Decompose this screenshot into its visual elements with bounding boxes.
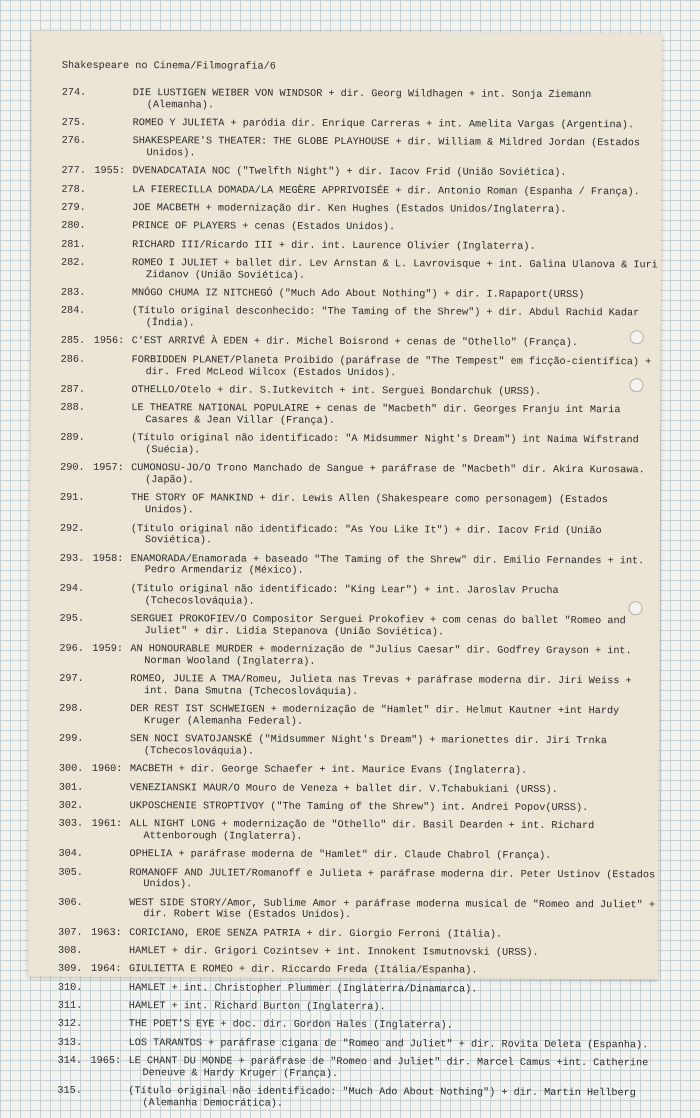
entry-text: THE STORY OF MANKIND + dir. Lewis Allen (Shakespeare como personagem) (Estados Unidos).: [131, 493, 608, 517]
filmography-entry: [30, 463, 660, 489]
filmography-entry: [29, 764, 659, 779]
entry-number: 290.: [60, 463, 85, 475]
entry-text: (Título original desconhecido: "The Taming of the Shrew") + dir. Abdul Rachid Kadar (Índia).: [131, 306, 640, 330]
filmography-entry: [32, 136, 662, 162]
entry-text: SHAKESPEARE'S THEATER: THE GLOBE PLAYHOUSE + dir. William & Mildred Jordan (Estados Unidos).: [132, 136, 641, 160]
entry-text: SEN NOCI SVATOJANSKÉ ("Midsummer Night's Dream") + marionettes dir. Jirí Trnka (Tchecoslováquia).: [129, 734, 607, 758]
entry-year: 1959:: [92, 643, 123, 655]
entry-number: 284.: [60, 306, 86, 318]
entry-text: AN HONOURABLE MURDER + modernização de "Julius Caesar" dir. Godfrey Grayson + int. Norman Wooland (Inglaterra).: [130, 643, 632, 668]
typewritten-page: [28, 31, 662, 1110]
filmography-entry: [27, 1055, 657, 1081]
entry-text: LOS TARANTOS + paráfrase cigana de "Romeo and Juliet" + dir. Rovita Deleta (Espanha).: [128, 1037, 649, 1051]
filmography-entry: [31, 336, 661, 351]
entry-text: DER REST IST SCHWEIGEN + modernização de "Hamlet" dir. Helmut Kautner +int Hardy Kruger (Alemanha Federal).: [130, 704, 620, 728]
entry-text: ROMEO, JULIE A TMA/Romeu, Julieta nas Trevas + paráfrase moderna dir. Jiri Weiss + int. Dana Smutna (Tchecoslováquia).: [130, 674, 632, 698]
entry-number: 274.: [61, 87, 87, 99]
entry-number: 277.: [61, 166, 86, 178]
entry-text: WEST SIDE STORY/Amor, Sublime Amor + paráfrase moderna musical de "Romeo and Juliet" + dir. Robert Wise (Estados Unidos).: [129, 897, 656, 922]
entry-number: 312.: [57, 1018, 83, 1031]
filmography-entry: [31, 239, 661, 254]
entry-text: JOE MACBETH + modernização dir. Ken Hughes (Estados Unidos/Inglaterra).: [132, 203, 567, 217]
entry-text: HAMLET + int. Richard Burton (Inglaterra).: [128, 1000, 386, 1014]
entry-number: 311.: [57, 1000, 83, 1012]
filmography-entry: [29, 674, 659, 700]
filmography-entry: [29, 644, 659, 670]
filmography-entry: [31, 166, 661, 181]
entry-number: 287.: [60, 384, 85, 396]
entry-text: LE CHANT DU MONDE + paráfrase de "Romeo and Juliet" dir. Marcel Camus +int. Catherine Deneuve & Hardy Kruger (França).: [128, 1055, 649, 1080]
entry-text: UKPOSCHENIE STROPTIVOY ("The Taming of the Shrew") int. Andrei Popov(URSS).: [129, 800, 589, 814]
entry-number: 308.: [58, 945, 83, 957]
filmography-entry: [29, 613, 659, 639]
entry-number: 292.: [59, 523, 85, 535]
entry-text: MACBETH + dir. George Schaefer + int. Maurice Evans (Inglaterra).: [129, 764, 528, 778]
entry-number: 283.: [60, 287, 86, 299]
filmography-entry: [29, 734, 659, 760]
entry-text: MNÓGO CHUMA IZ NITCHEGÓ ("Much Ado About Nothing") + dir. I.Rapaport(URSS): [131, 288, 585, 302]
filmography-entry: [28, 946, 658, 961]
filmography-entry: [30, 523, 660, 549]
entry-number: 310.: [57, 982, 83, 994]
entry-year: 1960:: [91, 764, 123, 776]
filmography-list: [27, 88, 661, 1118]
entry-number: 296.: [59, 643, 84, 655]
entry-text: OPHELIA + paráfrase moderna de "Hamlet" dir. Claude Chabrol (França).: [129, 849, 552, 863]
entry-year: 1957:: [93, 463, 124, 475]
filmography-entry: [28, 1001, 658, 1016]
entry-number: 304.: [58, 849, 83, 861]
entry-number: 279.: [61, 202, 86, 214]
entry-text: CORICIANO, EROE SENZA PATRIA + dir. Giorgio Ferroni (Itália).: [129, 927, 503, 941]
entry-number: 293.: [59, 553, 85, 565]
entry-number: 315.: [57, 1085, 82, 1097]
filmography-entry: [28, 964, 658, 979]
entry-number: 307.: [58, 927, 83, 939]
filmography-entry: [28, 927, 658, 942]
entry-text: FORBIDDEN PLANET/Planeta Proibido (paráfrase de "The Tempest" em ficção-científica) + dir. Fred McLeod Wilcox (Estados Unidos).: [131, 354, 652, 379]
filmography-entry: [31, 203, 661, 218]
entry-year: 1961:: [91, 819, 123, 831]
entry-number: 298.: [59, 703, 84, 715]
filmography-entry: [30, 403, 660, 429]
entry-text: OTHELLO/Otelo + dir. S.Iutkevitch + int. Serguei Bondarchuk (URSS).: [131, 384, 542, 398]
entry-text: ALL NIGHT LONG + modernização de "Othello" dir. Basil Dearden + int. Richard Attenborough (Inglaterra).: [129, 819, 595, 843]
entry-number: 286.: [60, 354, 86, 366]
filmography-entry: [31, 258, 661, 284]
punch-hole: [629, 601, 643, 615]
filmography-entry: [31, 184, 661, 199]
filmography-entry: [28, 849, 658, 864]
filmography-entry: [29, 782, 659, 797]
filmography-entry: [32, 118, 662, 133]
entry-text: HAMLET + int. Christopher Plummer (Inglaterra/Dinamarca).: [128, 982, 478, 996]
filmography-entry: [31, 288, 661, 303]
entry-text: VENEZIANSKI MAUR/O Mouro de Veneza + ballet dir. V.Tchabukiani (URSS).: [129, 782, 558, 796]
entry-number: 295.: [59, 613, 84, 625]
entry-year: 1964:: [90, 964, 122, 976]
filmography-entry: [29, 819, 659, 845]
entry-number: 280.: [61, 221, 86, 233]
entry-number: 288.: [60, 402, 85, 415]
filmography-entry: [30, 583, 660, 609]
entry-text: DIE LUSTIGEN WEIBER VON WINDSOR + dir. Georg Wildhagen + int. Sonja Ziemann (Alemanha).: [132, 88, 592, 112]
filmography-entry: [27, 1086, 657, 1112]
filmography-entry: [30, 553, 660, 579]
entry-text: (Título original não identificado: "As You Like It") + dir. Iacov Frid (União Soviética).: [130, 523, 602, 547]
filmography-entry: [30, 433, 660, 459]
entry-text: HAMLET + dir. Grigori Cozintsev + int. Innokent Ismutnovski (URSS).: [129, 946, 539, 959]
entry-number: 294.: [59, 583, 85, 595]
entry-text: (Título original não identificado: "King Lear") + int. Jaroslav Prucha (Tchecoslováquia).: [130, 583, 559, 608]
filmography-entry: [28, 982, 658, 997]
filmography-entry: [31, 221, 661, 236]
entry-text: ROMEO Y JULIETA + paródia dir. Enrique Carreras + int. Amelita Vargas (Argentina).: [132, 118, 634, 132]
entry-number: 309.: [57, 964, 83, 976]
entry-number: 276.: [61, 136, 87, 148]
entry-year: 1956:: [93, 336, 125, 348]
filmography-entry: [31, 306, 661, 332]
filmography-entry: [32, 88, 662, 114]
entry-text: LE THEATRE NATIONAL POPULAIRE + cenas de "Macbeth" dir. Georges Franju int Maria Casares & Jean Villar (França).: [131, 403, 621, 427]
entry-text: LA FIERECILLA DOMADA/LA MEGÈRE APPRIVOISÉE + dir. Antonio Roman (Espanha / França).: [132, 184, 640, 199]
entry-text: GIULIETTA E ROMEO + dir. Riccardo Freda (Itália/Espanha).: [128, 964, 478, 977]
filmography-entry: [28, 867, 658, 893]
entry-number: 313.: [57, 1037, 83, 1049]
entry-text: CUMONOSU-JO/O Trono Manchado de Sangue + paráfrase de "Macbeth" dir. Akira Kurosawa.(Japão).: [131, 463, 645, 487]
filmography-entry: [28, 897, 658, 923]
entry-number: 275.: [61, 117, 87, 129]
entry-number: 291.: [60, 493, 85, 505]
entry-text: SERGUEI PROKOFIEV/O Compositor Serguei Prokofiev + com cenas do ballet "Romeo and Juliet" + dir. Lidia Stepanova (União Soviética).: [130, 613, 626, 639]
entry-number: 285.: [60, 336, 86, 348]
entry-number: 289.: [60, 432, 85, 445]
entry-number: 303.: [58, 818, 84, 831]
punch-hole: [629, 378, 643, 392]
filmography-entry: [31, 354, 661, 380]
entry-year: 1963:: [91, 927, 122, 939]
entry-text: PRINCE OF PLAYERS + cenas (Estados Unidos).: [132, 221, 396, 234]
entry-number: 281.: [61, 239, 86, 251]
filmography-entry: [28, 1037, 658, 1052]
entry-text: DVENADCATAIA NOC ("Twelfth Night") + dir. Iacov Frid (União Soviética).: [132, 166, 567, 180]
filmography-entry: [28, 1019, 658, 1034]
entry-year: 1955:: [94, 166, 126, 178]
filmography-entry: [30, 493, 660, 519]
punch-hole: [630, 330, 644, 344]
page-header: Shakespeare no Cinema/Filmografia/6: [61, 60, 276, 73]
filmography-entry: [30, 384, 660, 399]
entry-number: 314.: [57, 1055, 83, 1067]
entry-text: RICHARD III/Ricardo III + dir. int. Laurence Olivier (Inglaterra).: [132, 239, 536, 253]
entry-text: THE POET'S EYE + doc. dir. Gordon Hales (Inglaterra).: [128, 1019, 453, 1032]
entry-number: 300.: [58, 764, 84, 776]
entry-number: 282.: [61, 257, 86, 269]
entry-number: 278.: [61, 184, 86, 196]
entry-number: 302.: [58, 800, 84, 812]
entry-year: 1965:: [90, 1055, 122, 1067]
entry-number: 299.: [58, 733, 84, 746]
entry-text: ROMANOFF AND JULIET/Romanoff e Julieta + paráfrase moderna dir. Peter Ustinov (Estados Unidos).: [129, 867, 656, 891]
filmography-entry: [29, 800, 659, 815]
entry-text: (Título original não identificado: "Much Ado About Nothing") + dir. Martin Hellberg (Alemanha Democrática).: [128, 1085, 636, 1110]
entry-number: 297.: [59, 673, 84, 685]
entry-number: 301.: [58, 782, 84, 794]
entry-year: 1958:: [92, 553, 124, 565]
entry-text: ROMEO I JULIET + ballet dir. Lev Arnstan & L. Lavrovisque + int. Galina Ulanova & Iuri Zidanov (União Soviética).: [132, 258, 658, 282]
entry-text: C'EST ARRIVÉ À EDEN + dir. Michel Boisrond + cenas de "Othello" (França).: [131, 336, 579, 350]
entry-text: ENAMORADA/Enamorada + baseado "The Taming of the Shrew" dir. Emilio Fernandes + int. Pedro Armendariz (México).: [130, 553, 645, 578]
entry-text: (Título original não identificado: "A Midsummer Night's Dream") int Naima Wifstrand (Suécia).: [131, 433, 639, 457]
entry-number: 306.: [58, 897, 83, 909]
entry-number: 305.: [58, 867, 83, 879]
filmography-entry: [29, 704, 659, 730]
